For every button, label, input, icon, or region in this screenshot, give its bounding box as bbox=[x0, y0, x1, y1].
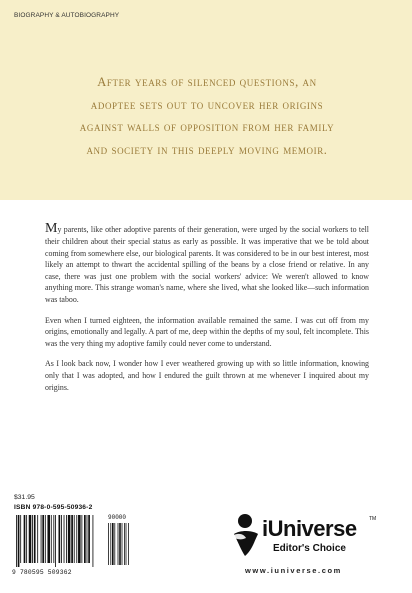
barcode-addon-bar bbox=[108, 523, 109, 565]
iuniverse-logo-icon bbox=[230, 512, 264, 558]
barcode-bar bbox=[81, 515, 82, 563]
barcode-addon-bar bbox=[124, 523, 125, 565]
barcode-bar bbox=[74, 515, 75, 563]
barcode-addon-bar bbox=[119, 523, 121, 565]
barcode-bar bbox=[51, 515, 52, 563]
barcode-addon-bar bbox=[126, 523, 127, 565]
excerpt-paragraph-1 bbox=[45, 222, 369, 306]
barcode-bar bbox=[59, 515, 61, 563]
barcode-bar bbox=[66, 515, 67, 563]
barcode-bar bbox=[45, 515, 46, 563]
blurb-line: against walls of opposition from her family bbox=[79, 120, 335, 134]
barcode-addon-bar bbox=[114, 523, 115, 565]
barcode-bar bbox=[34, 515, 36, 563]
blurb-line: and society in this deeply moving memoir. bbox=[86, 142, 328, 157]
price-label: $31.95 bbox=[14, 494, 35, 501]
cover-blurb bbox=[52, 71, 362, 161]
barcode-bar bbox=[29, 515, 32, 563]
barcode-image bbox=[12, 513, 140, 569]
barcode-bar bbox=[61, 515, 62, 563]
isbn-barcode bbox=[12, 503, 140, 579]
excerpt-paragraph-2: Even when I turned eighteen, the information available remained the same. I was cut off from my origins, emotionally and legally. A part of me, deep within the depths of my soul, felt incomplete. This was the very thing my adoptive family could never come to understand. bbox=[45, 315, 369, 348]
excerpt-paragraph-1-text: y parents, like other adoptive parents of their generation, were urged by the social workers to tell their children about their special status as early as possible. It was imperative that we be told about coming from somewhere else, our biological parents. It was considered to be in our best interest, most likely an attempt to thwart the accidental spilling of the beans by a close friend or relative. In any case, there was just one problem with the social workers' advice: We weren't allowed to know anything more. This strange woman's name, where she lived, what she looked like—such information was taboo. bbox=[45, 225, 369, 304]
barcode-bar bbox=[20, 515, 21, 563]
publisher-name: iUniverse bbox=[262, 516, 357, 541]
barcode-addon-bar bbox=[118, 523, 119, 565]
barcode-bar bbox=[47, 515, 50, 563]
trademark-mark: TM bbox=[369, 516, 377, 522]
barcode-bar bbox=[64, 515, 65, 563]
barcode-bar bbox=[68, 515, 71, 563]
drop-cap: M bbox=[45, 221, 58, 236]
barcode-bar bbox=[41, 515, 42, 563]
barcode-bar bbox=[87, 515, 88, 563]
barcode-bar bbox=[55, 515, 56, 567]
barcode-bar bbox=[93, 515, 94, 567]
barcode-bar bbox=[78, 515, 81, 563]
barcode-bar bbox=[18, 515, 20, 567]
barcode-addon-bar bbox=[128, 523, 129, 565]
excerpt-paragraph-3: As I look back now, I wonder how I ever weathered growing up with so little information, knowing only that I was adopted, and how I endured the guilt thrown at me whenever I inquired about my origins. bbox=[45, 359, 369, 392]
barcode-bar bbox=[32, 515, 33, 563]
blurb-line: adoptee sets out to uncover her origins bbox=[90, 97, 324, 112]
barcode-addon-bar bbox=[110, 523, 111, 565]
publisher-tagline: Editor's Choice bbox=[273, 543, 346, 554]
barcode-bar bbox=[37, 515, 38, 563]
publisher-url[interactable]: www.iuniverse.com bbox=[245, 566, 342, 575]
publisher-logo bbox=[230, 512, 390, 572]
barcode-bar bbox=[88, 515, 90, 563]
barcode-addon-number: 90000 bbox=[108, 514, 127, 521]
barcode-addon-bar bbox=[112, 523, 114, 565]
barcode-ean-number: 9 780595 509362 bbox=[12, 569, 72, 576]
barcode-bar bbox=[42, 515, 44, 563]
barcode-bar bbox=[24, 515, 26, 563]
barcode-bar bbox=[76, 515, 77, 563]
barcode-bar bbox=[71, 515, 73, 563]
barcode-bar bbox=[26, 515, 27, 563]
isbn-label: ISBN 978-0-595-50936-2 bbox=[14, 504, 93, 511]
blurb-line: After years of silenced questions, an bbox=[97, 75, 317, 89]
book-excerpt bbox=[45, 222, 369, 402]
barcode-bar bbox=[16, 515, 17, 567]
barcode-bar bbox=[84, 515, 86, 563]
barcode-bar bbox=[53, 515, 54, 563]
book-category: BIOGRAPHY & AUTOBIOGRAPHY bbox=[14, 12, 120, 19]
barcode-addon-bar bbox=[122, 523, 123, 565]
